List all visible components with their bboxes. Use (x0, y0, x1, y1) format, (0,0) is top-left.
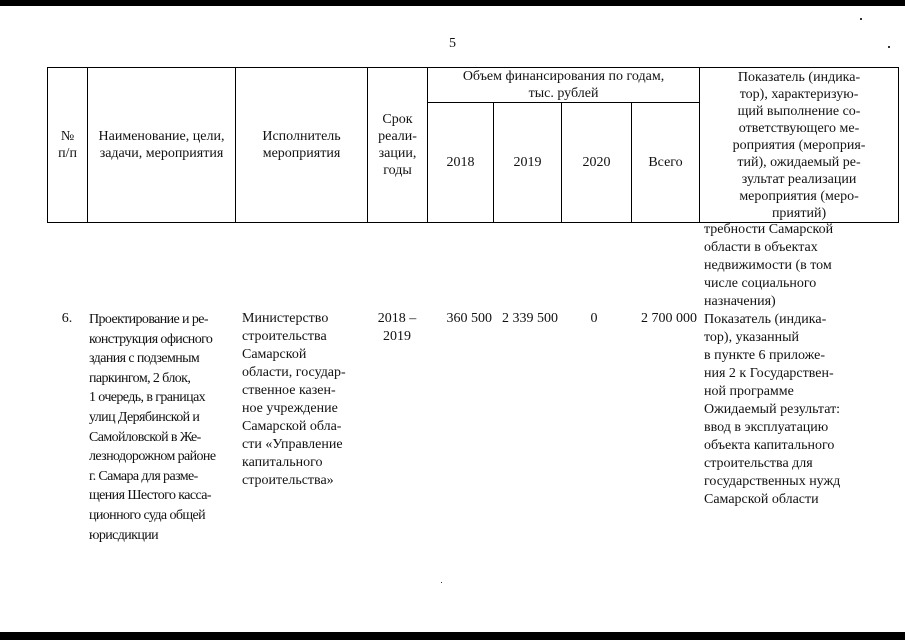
text-line: реали- (378, 129, 417, 144)
text-line: строительства» (242, 473, 334, 488)
text-line: тий), ожидаемый ре- (737, 154, 861, 170)
text-line: ния 2 к Государствен- (704, 366, 834, 381)
header-2019: 2019 (494, 103, 562, 223)
text-line: требности Самарской (704, 222, 834, 237)
text-line: недвижимости (в том (704, 258, 832, 273)
text-line: 1 очередь, в границах (89, 390, 206, 406)
row-term (367, 310, 427, 346)
scan-edge-top (0, 0, 905, 6)
text-line: Показатель (индика- (737, 69, 861, 85)
row-executor (242, 310, 369, 490)
text-line: области в объектах (704, 240, 818, 255)
row-number: 6. (61, 311, 73, 326)
text-line: мероприятия (262, 146, 341, 161)
text-line: объекта капитального (704, 438, 835, 453)
text-line: капитального (242, 455, 323, 470)
text-line: ционного суда общей (89, 507, 206, 523)
text-line: ответствующего ме- (738, 120, 860, 136)
row-value-2018: 360 500 (446, 311, 492, 326)
text-line: задачи, мероприятия (99, 146, 224, 161)
text-line: роприятия (мероприя- (732, 137, 866, 153)
text-line: мероприятия (меро- (739, 188, 859, 204)
text-line: 2018 – (377, 311, 417, 326)
header-executor (236, 68, 368, 223)
text-line: тыс. рублей (528, 86, 599, 101)
header-total: Всего (632, 103, 700, 223)
text-line: ввод в эксплуатацию (704, 420, 829, 435)
text-line: Ожидаемый результат: (704, 402, 841, 417)
header-term (368, 68, 428, 223)
text-line: Министерство (242, 311, 329, 326)
text-line: щий выполнение со- (737, 103, 861, 119)
row-name (89, 310, 237, 545)
text-line: сти «Управление (242, 437, 343, 452)
scan-edge-bottom (0, 632, 905, 640)
row-value-2019: 2 339 500 (502, 311, 558, 326)
row-indicator (704, 221, 896, 509)
text-line: г. Самара для разме- (89, 468, 198, 484)
text-line: строительства для (704, 456, 813, 471)
text-line: паркингом, 2 блок, (89, 370, 191, 386)
row-value-2020: 0 (590, 311, 598, 326)
text-line: тор), указанный (704, 330, 800, 345)
text-line: Показатель (индика- (704, 312, 827, 327)
text-line: ственное казен- (242, 383, 336, 398)
text-line: улиц Дерябинской и (89, 409, 200, 425)
text-line: лезнодорожном районе (89, 449, 216, 465)
text-line: ной программе (704, 384, 794, 399)
page-number: 5 (449, 36, 456, 51)
table-header (47, 67, 899, 223)
text-line: п/п (58, 146, 77, 161)
text-line: юрисдикции (89, 527, 159, 543)
text-line: зультат реализации (741, 171, 857, 187)
text-line: приятий) (771, 205, 827, 221)
text-line: строительства (242, 329, 327, 344)
table-row (47, 221, 898, 543)
text-line: ное учреждение (242, 401, 338, 416)
text-line: Наименование, цели, (98, 129, 225, 144)
header-indicator (700, 68, 899, 223)
text-line: в пункте 6 приложе- (704, 348, 826, 363)
header-2020: 2020 (562, 103, 632, 223)
text-line: Проектирование и ре- (89, 312, 208, 327)
header-financing (428, 68, 700, 103)
text-line: Самарской обла- (242, 419, 342, 434)
text-line: тор), характеризую- (739, 86, 859, 102)
text-line: зации, (378, 146, 417, 161)
header-name (88, 68, 236, 223)
text-line: Самарской области (704, 492, 819, 507)
text-line: назначения) (704, 294, 776, 309)
scan-speck (860, 18, 862, 20)
text-line: годы (383, 163, 412, 178)
text-line: Исполнитель (262, 129, 341, 144)
header-num (48, 68, 88, 223)
text-line: Самарской (242, 347, 307, 362)
text-line: области, государ- (242, 365, 346, 380)
text-line: 2019 (383, 329, 411, 344)
text-line: Объем финансирования по годам, (462, 69, 665, 84)
scan-speck (441, 582, 442, 583)
text-line: Самойловской в Же- (89, 429, 201, 445)
row-value-total: 2 700 000 (641, 311, 697, 326)
header-2018: 2018 (428, 103, 494, 223)
text-line: № (60, 129, 75, 144)
text-line: государственных нужд (704, 474, 841, 489)
text-line: конструкция офисного (89, 331, 213, 347)
text-line: щения Шестого касса- (89, 488, 211, 504)
text-line: Срок (382, 112, 413, 127)
text-line: здания с подземным (89, 351, 200, 367)
text-line: числе социального (704, 276, 817, 291)
